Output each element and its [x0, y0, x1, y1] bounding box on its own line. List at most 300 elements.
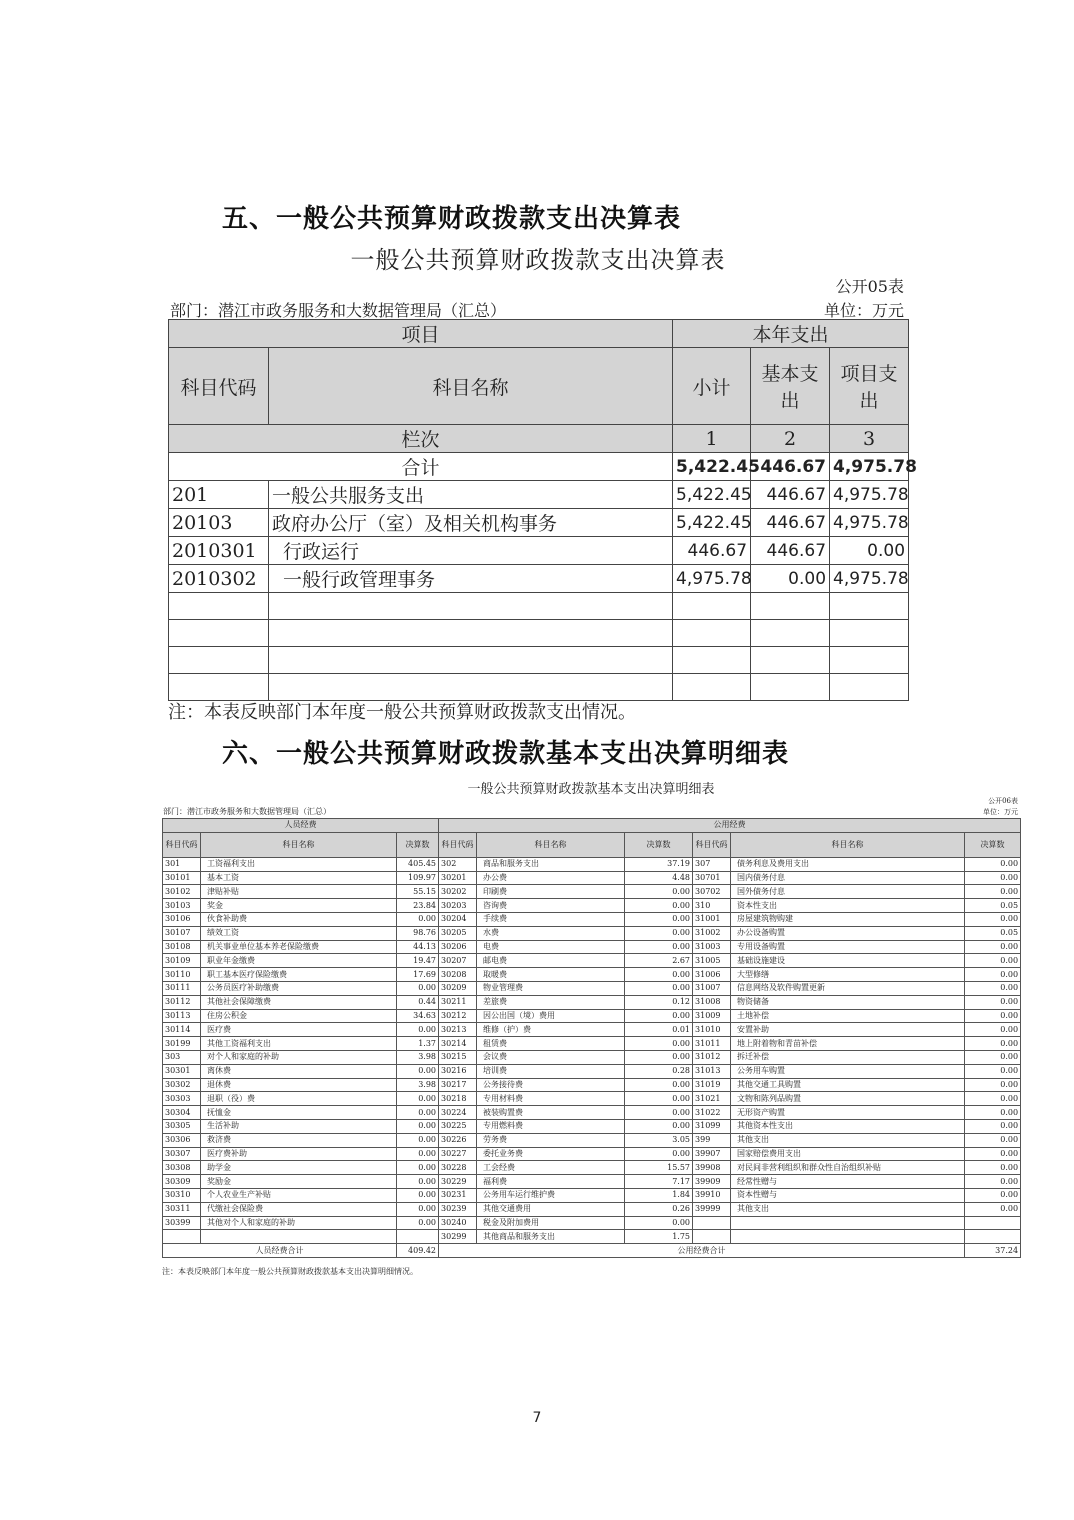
other-name: 办公设备购置 — [731, 926, 965, 940]
personnel-amount: 0.00 — [397, 1064, 439, 1078]
table-row — [163, 857, 1021, 871]
header-personnel: 人员经费 — [163, 819, 439, 833]
header-current-year: 本年支出 — [673, 320, 909, 348]
personnel-code: 30310 — [163, 1188, 201, 1202]
other-name: 经常性赠与 — [731, 1175, 965, 1189]
personnel-code: 301 — [163, 857, 201, 871]
table-row — [169, 509, 909, 537]
row-project: 4,975.78 — [830, 565, 909, 593]
public-amount: 1.75 — [625, 1230, 693, 1244]
public-name: 商品和服务支出 — [477, 857, 625, 871]
public-amount: 0.00 — [625, 1009, 693, 1023]
public-code: 30239 — [439, 1202, 477, 1216]
row-subtotal: 446.67 — [673, 537, 751, 565]
personnel-amount: 55.15 — [397, 885, 439, 899]
other-code: 31007 — [693, 981, 731, 995]
personnel-code: 30107 — [163, 926, 201, 940]
other-name: 国外债务付息 — [731, 885, 965, 899]
row-code: 2010301 — [169, 537, 269, 565]
row-name: 一般公共服务支出 — [269, 481, 673, 509]
table-row — [163, 968, 1021, 982]
other-code: 31003 — [693, 940, 731, 954]
personnel-code: 30301 — [163, 1064, 201, 1078]
table-row — [163, 954, 1021, 968]
total-project: 4,975.78 — [830, 453, 909, 481]
other-name — [731, 1230, 965, 1244]
other-amount: 0.00 — [965, 871, 1021, 885]
other-name: 文物和陈列品购置 — [731, 1092, 965, 1106]
row-basic: 446.67 — [751, 481, 830, 509]
personnel-amount: 44.13 — [397, 940, 439, 954]
personnel-code: 30113 — [163, 1009, 201, 1023]
row-subtotal: 4,975.78 — [673, 565, 751, 593]
other-name: 其他支出 — [731, 1133, 965, 1147]
public-code: 302 — [439, 857, 477, 871]
other-name: 专用设备购置 — [731, 940, 965, 954]
personnel-total-label: 人员经费合计 — [163, 1244, 397, 1258]
personnel-amount: 0.00 — [397, 1147, 439, 1161]
public-name: 其他交通费用 — [477, 1202, 625, 1216]
other-name: 物资储备 — [731, 995, 965, 1009]
personnel-name: 医疗费 — [201, 1023, 397, 1037]
other-code: 31021 — [693, 1092, 731, 1106]
public-name: 租赁费 — [477, 1037, 625, 1051]
header-public: 公用经费 — [439, 819, 1021, 833]
row-code: 201 — [169, 481, 269, 509]
public-name: 福利费 — [477, 1175, 625, 1189]
public-name: 差旅费 — [477, 995, 625, 1009]
public-amount: 4.48 — [625, 871, 693, 885]
other-amount: 0.00 — [965, 1188, 1021, 1202]
personnel-amount: 23.84 — [397, 899, 439, 913]
other-code: 39908 — [693, 1161, 731, 1175]
total-subtotal: 5,422.45 — [673, 453, 751, 481]
other-amount: 0.00 — [965, 1064, 1021, 1078]
personnel-name: 个人农业生产补贴 — [201, 1188, 397, 1202]
table-row — [163, 1023, 1021, 1037]
page-number: 7 — [532, 1410, 542, 1426]
other-code: 31001 — [693, 912, 731, 926]
public-amount: 1.84 — [625, 1188, 693, 1202]
personnel-name: 离休费 — [201, 1064, 397, 1078]
public-code: 30227 — [439, 1147, 477, 1161]
public-name: 公务用车运行维护费 — [477, 1188, 625, 1202]
other-name: 对民间非营利组织和群众性自治组织补贴 — [731, 1161, 965, 1175]
other-code: 31099 — [693, 1119, 731, 1133]
public-amount: 0.00 — [625, 1078, 693, 1092]
public-amount: 7.17 — [625, 1175, 693, 1189]
row-project: 4,975.78 — [830, 481, 909, 509]
personnel-amount: 0.00 — [397, 1188, 439, 1202]
personnel-code: 30114 — [163, 1023, 201, 1037]
personnel-name: 津贴补贴 — [201, 885, 397, 899]
public-name: 电费 — [477, 940, 625, 954]
personnel-name: 退休费 — [201, 1078, 397, 1092]
public-code: 30218 — [439, 1092, 477, 1106]
personnel-amount: 0.00 — [397, 1216, 439, 1230]
other-name: 公务用车购置 — [731, 1064, 965, 1078]
personnel-code: 30103 — [163, 899, 201, 913]
section-heading-6: 六、一般公共预算财政拨款基本支出决算明细表 — [222, 739, 790, 769]
public-name: 培训费 — [477, 1064, 625, 1078]
public-code: 30201 — [439, 871, 477, 885]
personnel-name: 代缴社会保险费 — [201, 1202, 397, 1216]
table-row — [163, 1119, 1021, 1133]
personnel-amount: 17.69 — [397, 968, 439, 982]
public-name: 手续费 — [477, 912, 625, 926]
public-name: 因公出国（境）费用 — [477, 1009, 625, 1023]
personnel-code: 30309 — [163, 1175, 201, 1189]
other-amount: 0.00 — [965, 1175, 1021, 1189]
public-name: 其他商品和服务支出 — [477, 1230, 625, 1244]
personnel-name: 其他对个人和家庭的补助 — [201, 1216, 397, 1230]
public-code: 30215 — [439, 1050, 477, 1064]
public-code: 30202 — [439, 885, 477, 899]
public-code: 30205 — [439, 926, 477, 940]
other-name: 债务利息及费用支出 — [731, 857, 965, 871]
table-row — [169, 481, 909, 509]
public-amount: 0.00 — [625, 885, 693, 899]
empty-row — [169, 620, 909, 647]
other-code: 31005 — [693, 954, 731, 968]
public-amount: 0.00 — [625, 1147, 693, 1161]
other-amount: 0.05 — [965, 899, 1021, 913]
other-name — [731, 1216, 965, 1230]
public-amount: 0.00 — [625, 1106, 693, 1120]
other-amount: 0.00 — [965, 1106, 1021, 1120]
other-amount: 0.00 — [965, 1161, 1021, 1175]
personnel-name: 医疗费补助 — [201, 1147, 397, 1161]
other-amount: 0.00 — [965, 1009, 1021, 1023]
personnel-amount: 0.00 — [397, 1023, 439, 1037]
table-row — [163, 1161, 1021, 1175]
public-code: 30213 — [439, 1023, 477, 1037]
other-name: 拆迁补偿 — [731, 1050, 965, 1064]
other-code: 31009 — [693, 1009, 731, 1023]
public-amount: 0.26 — [625, 1202, 693, 1216]
table-title: 一般公共预算财政拨款基本支出决算明细表 — [467, 782, 715, 797]
table-row — [163, 995, 1021, 1009]
department-label: 部门：潜江市政务服务和大数据管理局（汇总） — [163, 807, 331, 816]
public-code: 30229 — [439, 1175, 477, 1189]
other-code: 31022 — [693, 1106, 731, 1120]
public-amount: 0.01 — [625, 1023, 693, 1037]
public-name: 被装购置费 — [477, 1106, 625, 1120]
other-code: 310 — [693, 899, 731, 913]
header-amount: 决算数 — [625, 832, 693, 857]
public-name: 印刷费 — [477, 885, 625, 899]
public-code: 30226 — [439, 1133, 477, 1147]
header-subject-code: 科目代码 — [439, 832, 477, 857]
public-code: 30240 — [439, 1216, 477, 1230]
personnel-code: 30112 — [163, 995, 201, 1009]
unit-label: 单位：万元 — [823, 301, 904, 320]
public-code: 30299 — [439, 1230, 477, 1244]
other-amount: 0.00 — [965, 1078, 1021, 1092]
public-amount: 0.00 — [625, 1037, 693, 1051]
personnel-amount: 0.44 — [397, 995, 439, 1009]
personnel-code: 30311 — [163, 1202, 201, 1216]
public-amount: 15.57 — [625, 1161, 693, 1175]
public-code: 30224 — [439, 1106, 477, 1120]
other-name: 其他交通工具购置 — [731, 1078, 965, 1092]
other-name: 资本性赠与 — [731, 1188, 965, 1202]
personnel-amount: 109.97 — [397, 871, 439, 885]
personnel-amount: 0.00 — [397, 1119, 439, 1133]
other-name: 国家赔偿费用支出 — [731, 1147, 965, 1161]
personnel-name: 抚恤金 — [201, 1106, 397, 1120]
personnel-code: 30306 — [163, 1133, 201, 1147]
row-name: 政府办公厅（室）及相关机构事务 — [269, 509, 673, 537]
empty-row — [169, 674, 909, 701]
personnel-name: 住房公积金 — [201, 1009, 397, 1023]
personnel-code: 30111 — [163, 981, 201, 995]
public-amount: 0.00 — [625, 968, 693, 982]
public-amount: 0.00 — [625, 912, 693, 926]
row-code: 20103 — [169, 509, 269, 537]
public-amount: 2.67 — [625, 954, 693, 968]
header-subject-name: 科目名称 — [477, 832, 625, 857]
personnel-name: 其他社会保障缴费 — [201, 995, 397, 1009]
public-name: 劳务费 — [477, 1133, 625, 1147]
public-code: 30216 — [439, 1064, 477, 1078]
personnel-amount: 0.00 — [397, 1161, 439, 1175]
header-amount: 决算数 — [965, 832, 1021, 857]
personnel-code: 303 — [163, 1050, 201, 1064]
personnel-name: 其他工资福利支出 — [201, 1037, 397, 1051]
public-name: 专用材料费 — [477, 1092, 625, 1106]
public-amount: 0.00 — [625, 1216, 693, 1230]
empty-row — [169, 647, 909, 674]
other-code: 39910 — [693, 1188, 731, 1202]
personnel-amount: 0.00 — [397, 1106, 439, 1120]
table-row — [163, 1078, 1021, 1092]
public-name: 办公费 — [477, 871, 625, 885]
other-name: 房屋建筑物购建 — [731, 912, 965, 926]
other-name: 大型修缮 — [731, 968, 965, 982]
personnel-amount: 0.00 — [397, 1092, 439, 1106]
other-code: 31008 — [693, 995, 731, 1009]
personnel-amount: 98.76 — [397, 926, 439, 940]
header-subject-name: 科目名称 — [201, 832, 397, 857]
table-row — [163, 926, 1021, 940]
other-amount: 0.00 — [965, 857, 1021, 871]
personnel-name: 机关事业单位基本养老保险缴费 — [201, 940, 397, 954]
total-row — [169, 453, 909, 481]
personnel-amount: 0.00 — [397, 1202, 439, 1216]
personnel-amount: 0.00 — [397, 1133, 439, 1147]
header-column-index: 栏次 — [169, 425, 673, 453]
public-code: 30211 — [439, 995, 477, 1009]
table-row — [163, 899, 1021, 913]
other-code: 399 — [693, 1133, 731, 1147]
row-basic: 446.67 — [751, 509, 830, 537]
public-amount: 3.05 — [625, 1133, 693, 1147]
public-name: 会议费 — [477, 1050, 625, 1064]
public-name: 物业管理费 — [477, 981, 625, 995]
other-amount: 0.00 — [965, 954, 1021, 968]
personnel-code: 30307 — [163, 1147, 201, 1161]
row-name: 一般行政管理事务 — [269, 565, 673, 593]
public-code: 30208 — [439, 968, 477, 982]
public-code: 30228 — [439, 1161, 477, 1175]
public-code: 30204 — [439, 912, 477, 926]
public-amount: 0.00 — [625, 1092, 693, 1106]
header-subject-code: 科目代码 — [163, 832, 201, 857]
header-item: 项目 — [169, 320, 673, 348]
other-code: 30702 — [693, 885, 731, 899]
public-total: 37.24 — [965, 1244, 1021, 1258]
other-code: 31012 — [693, 1050, 731, 1064]
table-row — [163, 1064, 1021, 1078]
personnel-code: 30303 — [163, 1092, 201, 1106]
personnel-name: 绩效工资 — [201, 926, 397, 940]
personnel-code: 30101 — [163, 871, 201, 885]
department-label: 部门：潜江市政务服务和大数据管理局（汇总） — [170, 301, 507, 320]
table-row — [163, 981, 1021, 995]
other-amount: 0.00 — [965, 1037, 1021, 1051]
row-project: 0.00 — [830, 537, 909, 565]
personnel-name: 公务员医疗补助缴费 — [201, 981, 397, 995]
other-code: 31011 — [693, 1037, 731, 1051]
table-code: 公开05表 — [835, 277, 904, 296]
table-row — [163, 940, 1021, 954]
public-total-label: 公用经费合计 — [439, 1244, 965, 1258]
section-heading-5: 五、一般公共预算财政拨款支出决算表 — [222, 204, 682, 234]
row-subtotal: 5,422.45 — [673, 481, 751, 509]
other-code — [693, 1230, 731, 1244]
public-amount: 0.00 — [625, 1119, 693, 1133]
other-name: 资本性支出 — [731, 899, 965, 913]
header-subject-code: 科目代码 — [693, 832, 731, 857]
header-subtotal: 小计 — [673, 348, 751, 425]
other-name: 信息网络及软件购置更新 — [731, 981, 965, 995]
table-row — [163, 1092, 1021, 1106]
other-code: 31010 — [693, 1023, 731, 1037]
personnel-name: 奖金 — [201, 899, 397, 913]
other-amount: 0.00 — [965, 1133, 1021, 1147]
other-amount: 0.00 — [965, 1023, 1021, 1037]
other-amount: 0.00 — [965, 1147, 1021, 1161]
row-basic: 446.67 — [751, 537, 830, 565]
other-name: 其他支出 — [731, 1202, 965, 1216]
personnel-name: 救济费 — [201, 1133, 397, 1147]
other-amount: 0.00 — [965, 968, 1021, 982]
personnel-code: 30199 — [163, 1037, 201, 1051]
other-amount: 0.00 — [965, 995, 1021, 1009]
public-amount: 0.00 — [625, 926, 693, 940]
row-basic: 0.00 — [751, 565, 830, 593]
public-amount: 0.00 — [625, 981, 693, 995]
public-amount: 37.19 — [625, 857, 693, 871]
personnel-amount: 0.00 — [397, 1175, 439, 1189]
personnel-code: 30108 — [163, 940, 201, 954]
header-basic: 基本支出 — [751, 348, 830, 425]
personnel-amount: 3.98 — [397, 1050, 439, 1064]
public-code: 30212 — [439, 1009, 477, 1023]
personnel-code: 30308 — [163, 1161, 201, 1175]
personnel-code: 30110 — [163, 968, 201, 982]
personnel-name: 奖励金 — [201, 1175, 397, 1189]
personnel-code: 30399 — [163, 1216, 201, 1230]
table-row — [163, 871, 1021, 885]
table-row — [163, 1106, 1021, 1120]
header-amount: 决算数 — [397, 832, 439, 857]
other-amount: 0.00 — [965, 1202, 1021, 1216]
public-code: 30217 — [439, 1078, 477, 1092]
other-amount: 0.00 — [965, 940, 1021, 954]
personnel-amount: 19.47 — [397, 954, 439, 968]
personnel-name: 生活补助 — [201, 1119, 397, 1133]
personnel-name: 基本工资 — [201, 871, 397, 885]
header-subject-name: 科目名称 — [731, 832, 965, 857]
public-amount: 0.00 — [625, 899, 693, 913]
public-code: 30206 — [439, 940, 477, 954]
public-name: 公务接待费 — [477, 1078, 625, 1092]
other-code: 31013 — [693, 1064, 731, 1078]
public-code: 30207 — [439, 954, 477, 968]
personnel-amount: 1.37 — [397, 1037, 439, 1051]
col-index-1: 1 — [673, 425, 751, 453]
public-code: 30209 — [439, 981, 477, 995]
personnel-amount: 405.45 — [397, 857, 439, 871]
row-name: 行政运行 — [269, 537, 673, 565]
public-name: 工会经费 — [477, 1161, 625, 1175]
table-note: 注：本表反映部门本年度一般公共预算财政拨款基本支出决算明细情况。 — [162, 1267, 418, 1276]
personnel-name: 职业年金缴费 — [201, 954, 397, 968]
personnel-name — [201, 1230, 397, 1244]
other-amount: 0.00 — [965, 885, 1021, 899]
public-amount: 0.28 — [625, 1064, 693, 1078]
public-code: 30231 — [439, 1188, 477, 1202]
table-row — [163, 1230, 1021, 1244]
empty-row — [169, 593, 909, 620]
public-amount: 0.00 — [625, 940, 693, 954]
public-name: 咨询费 — [477, 899, 625, 913]
other-name: 基础设施建设 — [731, 954, 965, 968]
personnel-name: 工资福利支出 — [201, 857, 397, 871]
header-subject-code: 科目代码 — [169, 348, 269, 425]
other-code: 39909 — [693, 1175, 731, 1189]
table-row — [163, 1133, 1021, 1147]
personnel-code: 30305 — [163, 1119, 201, 1133]
public-amount: 0.12 — [625, 995, 693, 1009]
table-row — [169, 565, 909, 593]
personnel-code: 30304 — [163, 1106, 201, 1120]
other-amount: 0.05 — [965, 926, 1021, 940]
personnel-code: 30302 — [163, 1078, 201, 1092]
other-amount: 0.00 — [965, 981, 1021, 995]
table-row — [163, 1175, 1021, 1189]
table-row — [163, 1037, 1021, 1051]
other-amount: 0.00 — [965, 1092, 1021, 1106]
personnel-code: 30109 — [163, 954, 201, 968]
other-name: 无形资产购置 — [731, 1106, 965, 1120]
total-label: 合计 — [169, 453, 673, 481]
public-name: 委托业务费 — [477, 1147, 625, 1161]
personnel-amount: 34.63 — [397, 1009, 439, 1023]
public-code: 30203 — [439, 899, 477, 913]
public-name: 邮电费 — [477, 954, 625, 968]
personnel-amount: 0.00 — [397, 981, 439, 995]
public-name: 水费 — [477, 926, 625, 940]
other-code: 30701 — [693, 871, 731, 885]
personnel-code: 30106 — [163, 912, 201, 926]
public-amount: 0.00 — [625, 1050, 693, 1064]
other-code — [693, 1216, 731, 1230]
col-index-3: 3 — [830, 425, 909, 453]
table-note: 注：本表反映部门本年度一般公共预算财政拨款支出情况。 — [168, 702, 636, 723]
